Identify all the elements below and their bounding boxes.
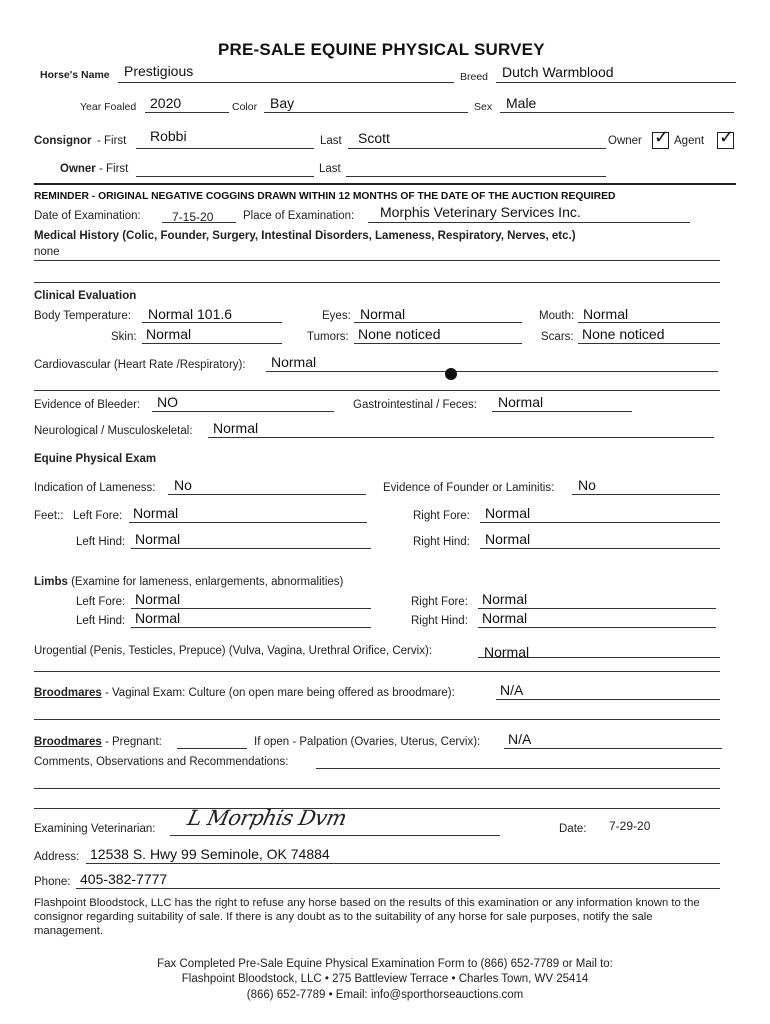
consignor-agent-label: Agent	[674, 135, 705, 147]
lameness-label: Indication of Lameness:	[34, 482, 156, 494]
coggins-reminder: REMINDER - ORIGINAL NEGATIVE COGGINS DRAWN WITHIN 12 MONTHS OF THE DATE OF THE AUCTION REQUIRED	[34, 191, 616, 202]
exam-date-value[interactable]: 7-15-20	[172, 210, 214, 224]
sex-label: Sex	[474, 101, 493, 113]
founder-value[interactable]: No	[578, 477, 596, 493]
year-line	[145, 112, 229, 113]
limbs-left-fore-label: Left Fore:	[76, 596, 126, 608]
feet-left-hind-label: Left Hind:	[76, 536, 126, 548]
year-foaled-label: Year Foaled	[80, 101, 137, 113]
bleeder-line	[152, 411, 334, 412]
vaginal-line	[496, 699, 720, 700]
limbs-right-hind-label: Right Hind:	[411, 615, 468, 627]
limbs-right-fore-line	[478, 608, 716, 609]
limbs-left-hind-label: Left Hind:	[76, 615, 126, 627]
breed-label: Breed	[460, 71, 489, 83]
medical-history-value[interactable]: none	[34, 246, 60, 258]
color-line	[264, 112, 468, 113]
limbs-heading	[34, 576, 343, 588]
eyes-line	[354, 322, 522, 323]
broodmares-word-2: Broodmares	[34, 736, 102, 748]
consignor-last-label: Last	[320, 135, 342, 147]
limbs-heading-rest: (Examine for lameness, enlargements, abnormalities)	[71, 576, 344, 588]
phone-label: Phone:	[34, 876, 71, 888]
cardio-line	[266, 371, 718, 372]
consignor-first-label: - First	[97, 135, 127, 147]
exam-place-line	[368, 222, 690, 223]
gastro-label: Gastrointestinal / Feces:	[353, 399, 477, 411]
mouth-label: Mouth:	[539, 310, 575, 322]
lameness-line	[168, 494, 366, 495]
feet-right-hind-label: Right Hind:	[413, 536, 470, 548]
address-line	[86, 863, 720, 864]
limbs-right-fore-value[interactable]: Normal	[482, 591, 528, 607]
broodmares-vaginal-row	[34, 687, 455, 699]
urogenital-label: Urogential (Penis, Testicles, Prepuce) (Vulva, Vagina, Urethral Orifice, Cervix):	[34, 645, 432, 657]
skin-line	[142, 343, 282, 344]
address-value[interactable]: 12538 S. Hwy 99 Seminole, OK 74884	[90, 846, 330, 862]
phone-value[interactable]: 405-382-7777	[80, 871, 168, 887]
sex-value[interactable]: Male	[506, 95, 537, 111]
horse-name-value[interactable]: Prestigious	[124, 63, 194, 79]
limbs-heading-bold: Limbs	[34, 576, 68, 588]
owner-checkbox[interactable]	[652, 127, 670, 149]
tumors-label: Tumors:	[307, 331, 349, 343]
feet-right-fore-label: Right Fore:	[413, 510, 470, 522]
eyes-label: Eyes:	[322, 310, 351, 322]
founder-label: Evidence of Founder or Laminitis:	[383, 482, 555, 494]
agent-check-icon: ✓	[719, 127, 735, 147]
scars-value[interactable]: None noticed	[582, 326, 665, 342]
color-label: Color	[232, 101, 258, 113]
tumors-value[interactable]: None noticed	[358, 326, 441, 342]
tumors-line	[354, 343, 522, 344]
pregnant-label: - Pregnant:	[104, 736, 162, 748]
form-title: PRE-SALE EQUINE PHYSICAL SURVEY	[218, 40, 545, 59]
vaginal-label: - Vaginal Exam: Culture (on open mare being offered as broodmare):	[104, 687, 455, 699]
section-divider	[34, 183, 736, 185]
comments-line-3[interactable]	[34, 808, 720, 809]
palpation-label: If open - Palpation (Ovaries, Uterus, Cervix):	[254, 736, 481, 748]
palpation-line	[504, 748, 722, 749]
feet-left-fore-value[interactable]: Normal	[133, 505, 179, 521]
owner-first-label: - First	[99, 163, 129, 175]
feet-right-fore-line	[480, 522, 720, 523]
year-foaled-value[interactable]: 2020	[150, 95, 182, 111]
feet-left-fore-label: Left Fore:	[73, 510, 123, 522]
vet-date-value[interactable]: 7-29-20	[609, 819, 651, 833]
owner-check-icon: ✓	[654, 127, 670, 147]
consignor-first-line	[136, 148, 314, 149]
vaginal-line-2	[34, 719, 720, 720]
limbs-left-fore-line	[131, 608, 371, 609]
skin-value[interactable]: Normal	[146, 326, 192, 342]
medical-history-line-1	[34, 260, 720, 261]
limbs-right-fore-label: Right Fore:	[411, 596, 468, 608]
owner-last-line[interactable]	[346, 176, 606, 177]
feet-label: Feet::	[34, 510, 64, 522]
cardio-value[interactable]: Normal	[271, 354, 317, 370]
neuro-value[interactable]: Normal	[213, 420, 259, 436]
consignor-first-value[interactable]: Robbi	[150, 128, 187, 144]
address-label: Address:	[34, 851, 80, 863]
skin-label: Skin:	[111, 331, 137, 343]
owner-last-label: Last	[319, 163, 341, 175]
mouth-value[interactable]: Normal	[583, 306, 629, 322]
consignor-last-line	[348, 148, 606, 149]
body-temp-value[interactable]: Normal 101.6	[148, 306, 233, 322]
broodmares-word: Broodmares	[34, 687, 102, 699]
vet-signature-line	[170, 835, 500, 836]
exam-date-label: Date of Examination:	[34, 210, 141, 222]
feet-left-hind-line	[131, 548, 371, 549]
limbs-right-hind-value[interactable]: Normal	[482, 610, 528, 626]
limbs-left-hind-value[interactable]: Normal	[135, 610, 181, 626]
feet-left-hind-value[interactable]: Normal	[135, 531, 181, 547]
founder-line	[572, 494, 720, 495]
consignor-label: Consignor	[34, 135, 92, 147]
limbs-left-hind-line	[131, 627, 371, 628]
gastro-value[interactable]: Normal	[498, 394, 544, 410]
clinical-heading: Clinical Evaluation	[34, 290, 137, 302]
vaginal-value[interactable]: N/A	[500, 682, 524, 698]
sex-line	[500, 112, 734, 113]
cardio-line-2	[34, 390, 720, 391]
medical-history-line-2	[34, 282, 720, 283]
disclaimer: Flashpoint Bloodstock, LLC has the right to refuse any horse based on the results of this examination or any information known to the consignor regarding suitability of sale. If there is any doubt as to the suitability of any horse for sale purposes, notify the sale management.	[34, 897, 700, 937]
feet-right-fore-value[interactable]: Normal	[485, 505, 531, 521]
agent-checkbox[interactable]	[717, 127, 735, 149]
owner-first-line[interactable]	[136, 176, 314, 177]
bleeder-value[interactable]: NO	[157, 394, 178, 410]
horse-name-line	[118, 82, 454, 83]
footer-fax-line: Fax Completed Pre-Sale Equine Physical Examination Form to (866) 652-7789 or Mail to:	[157, 958, 613, 970]
urogenital-line-2	[34, 671, 720, 672]
footer-address-line: Flashpoint Bloodstock, LLC • 275 Battleview Terrace • Charles Town, WV 25414	[181, 973, 589, 985]
limbs-left-fore-value[interactable]: Normal	[135, 591, 181, 607]
exam-place-value[interactable]: Morphis Veterinary Services Inc.	[380, 204, 581, 220]
neuro-label: Neurological / Musculoskeletal:	[34, 425, 193, 437]
breed-value[interactable]: Dutch Warmblood	[502, 64, 614, 80]
mouth-line	[578, 322, 720, 323]
exam-place-label: Place of Examination:	[243, 210, 355, 222]
limbs-right-hind-line	[478, 627, 716, 628]
neuro-line	[208, 437, 714, 438]
color-value[interactable]: Bay	[270, 95, 295, 111]
eyes-value[interactable]: Normal	[360, 306, 406, 322]
cursor-dot-icon	[445, 368, 457, 380]
vet-label: Examining Veterinarian:	[34, 823, 156, 835]
pregnant-line[interactable]	[177, 748, 247, 749]
scars-line	[578, 343, 720, 344]
bleeder-label: Evidence of Bleeder:	[34, 399, 141, 411]
urogenital-value[interactable]: Normal	[484, 644, 530, 660]
physical-heading: Equine Physical Exam	[34, 453, 157, 465]
feet-left-fore-line	[129, 522, 367, 523]
breed-line	[496, 82, 736, 83]
lameness-value[interactable]: No	[174, 477, 192, 493]
feet-right-hind-value[interactable]: Normal	[485, 531, 531, 547]
body-temp-line	[142, 322, 282, 323]
feet-right-hind-line	[480, 548, 720, 549]
gastro-line	[492, 411, 632, 412]
vet-signature: L Morphis Dvm	[185, 806, 349, 830]
comments-line-2[interactable]	[34, 788, 720, 789]
broodmares-pregnant-row	[34, 736, 162, 748]
palpation-value[interactable]: N/A	[508, 731, 532, 747]
comments-line-1[interactable]	[316, 768, 720, 769]
body-temp-label: Body Temperature:	[34, 310, 131, 322]
footer-contact-line: (866) 652-7789 • Email: info@sporthorseauctions.com	[246, 989, 524, 1001]
comments-label: Comments, Observations and Recommendations:	[34, 756, 289, 768]
cardio-label: Cardiovascular (Heart Rate /Respiratory):	[34, 359, 246, 371]
vet-date-label: Date:	[559, 823, 587, 835]
scars-label: Scars:	[541, 331, 574, 343]
consignor-owner-label: Owner	[608, 135, 642, 147]
consignor-last-value[interactable]: Scott	[358, 130, 390, 146]
owner-label: Owner	[60, 163, 96, 175]
horse-name-label: Horse's Name	[40, 69, 110, 81]
phone-line	[76, 888, 720, 889]
medical-history-label: Medical History (Colic, Founder, Surgery, Intestinal Disorders, Lameness, Respiratory, Nerves, etc.)	[34, 230, 576, 242]
